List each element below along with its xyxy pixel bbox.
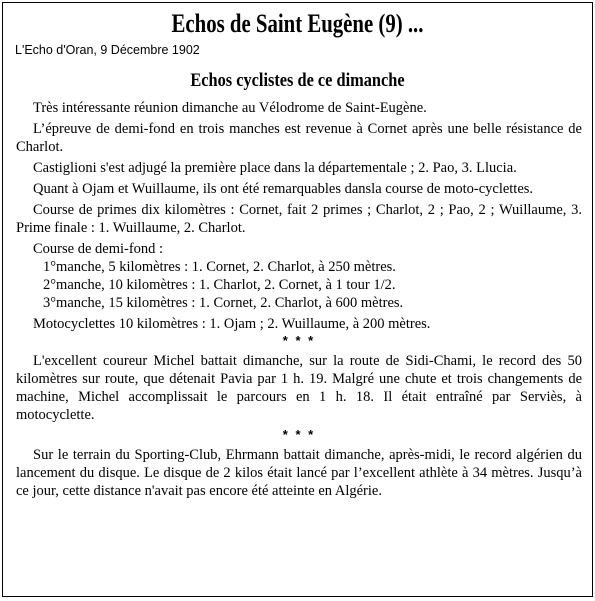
paragraph-michel: L'excellent coureur Michel battait dimanche, sur la route de Sidi-Chami, le record des 50 kilomètres sur route, que détenait Pavia par 1 h. 19. Malgré une chute et trois changements de machine, Michel accomplissait le parcours en 1 h. 18. Il était entraîné par Serviès, à motocyclette. bbox=[16, 353, 582, 423]
paragraph-moto: Quant à Ojam et Wuillaume, ils ont été remarquables dansla course de moto-cyclettes. bbox=[33, 181, 534, 197]
article-page bbox=[2, 2, 593, 597]
page-title: Echos de Saint Eugène (9) ... bbox=[171, 9, 424, 38]
manche-2: 2°manche, 10 kilomètres : 1. Charlot, 2. Cornet, à 1 tour 1/2. bbox=[43, 277, 396, 293]
separator: * * * bbox=[282, 333, 316, 348]
separator: * * * bbox=[282, 427, 316, 442]
article-body bbox=[16, 99, 582, 503]
paragraph-primes: Course de primes dix kilomètres : Cornet, fait 2 primes ; Charlot, 2 ; Pao, 2 ; Wuillaume, 3. Prime finale : 1. Wuillaume, 2. Charlot. bbox=[16, 202, 582, 236]
manche-3: 3°manche, 15 kilomètres : 1. Cornet, 2. Charlot, à 600 mètres. bbox=[43, 295, 404, 311]
manche-1: 1°manche, 5 kilomètres : 1. Cornet, 2. Charlot, à 250 mètres. bbox=[43, 259, 396, 275]
paragraph-motocyclettes: Motocyclettes 10 kilomètres : 1. Ojam ; 2. Wuillaume, à 200 mètres. bbox=[33, 316, 431, 332]
source-line: L'Echo d'Oran, 9 Décembre 1902 bbox=[15, 43, 200, 57]
paragraph-demi-fond-heading: Course de demi-fond : bbox=[33, 241, 164, 257]
article-subtitle: Echos cyclistes de ce dimanche bbox=[190, 70, 405, 91]
paragraph-departementale: Castiglioni s'est adjugé la première place dans la départementale ; 2. Pao, 3. Llucia. bbox=[33, 160, 517, 176]
paragraph-demi-fond: L’épreuve de demi-fond en trois manches est revenue à Cornet après une belle résistance de Charlot. bbox=[16, 121, 582, 155]
paragraph-intro: Très intéressante réunion dimanche au Vélodrome de Saint-Eugène. bbox=[33, 100, 427, 116]
paragraph-ehrmann: Sur le terrain du Sporting-Club, Ehrmann battait dimanche, après-midi, le record algérien du lancement du disque. Le disque de 2 kilos était lancé par l’excellent athlète à 34 mètres. Jusqu’à ce jour, cette distance n'avait pas encore été atteinte en Algérie. bbox=[16, 447, 582, 499]
